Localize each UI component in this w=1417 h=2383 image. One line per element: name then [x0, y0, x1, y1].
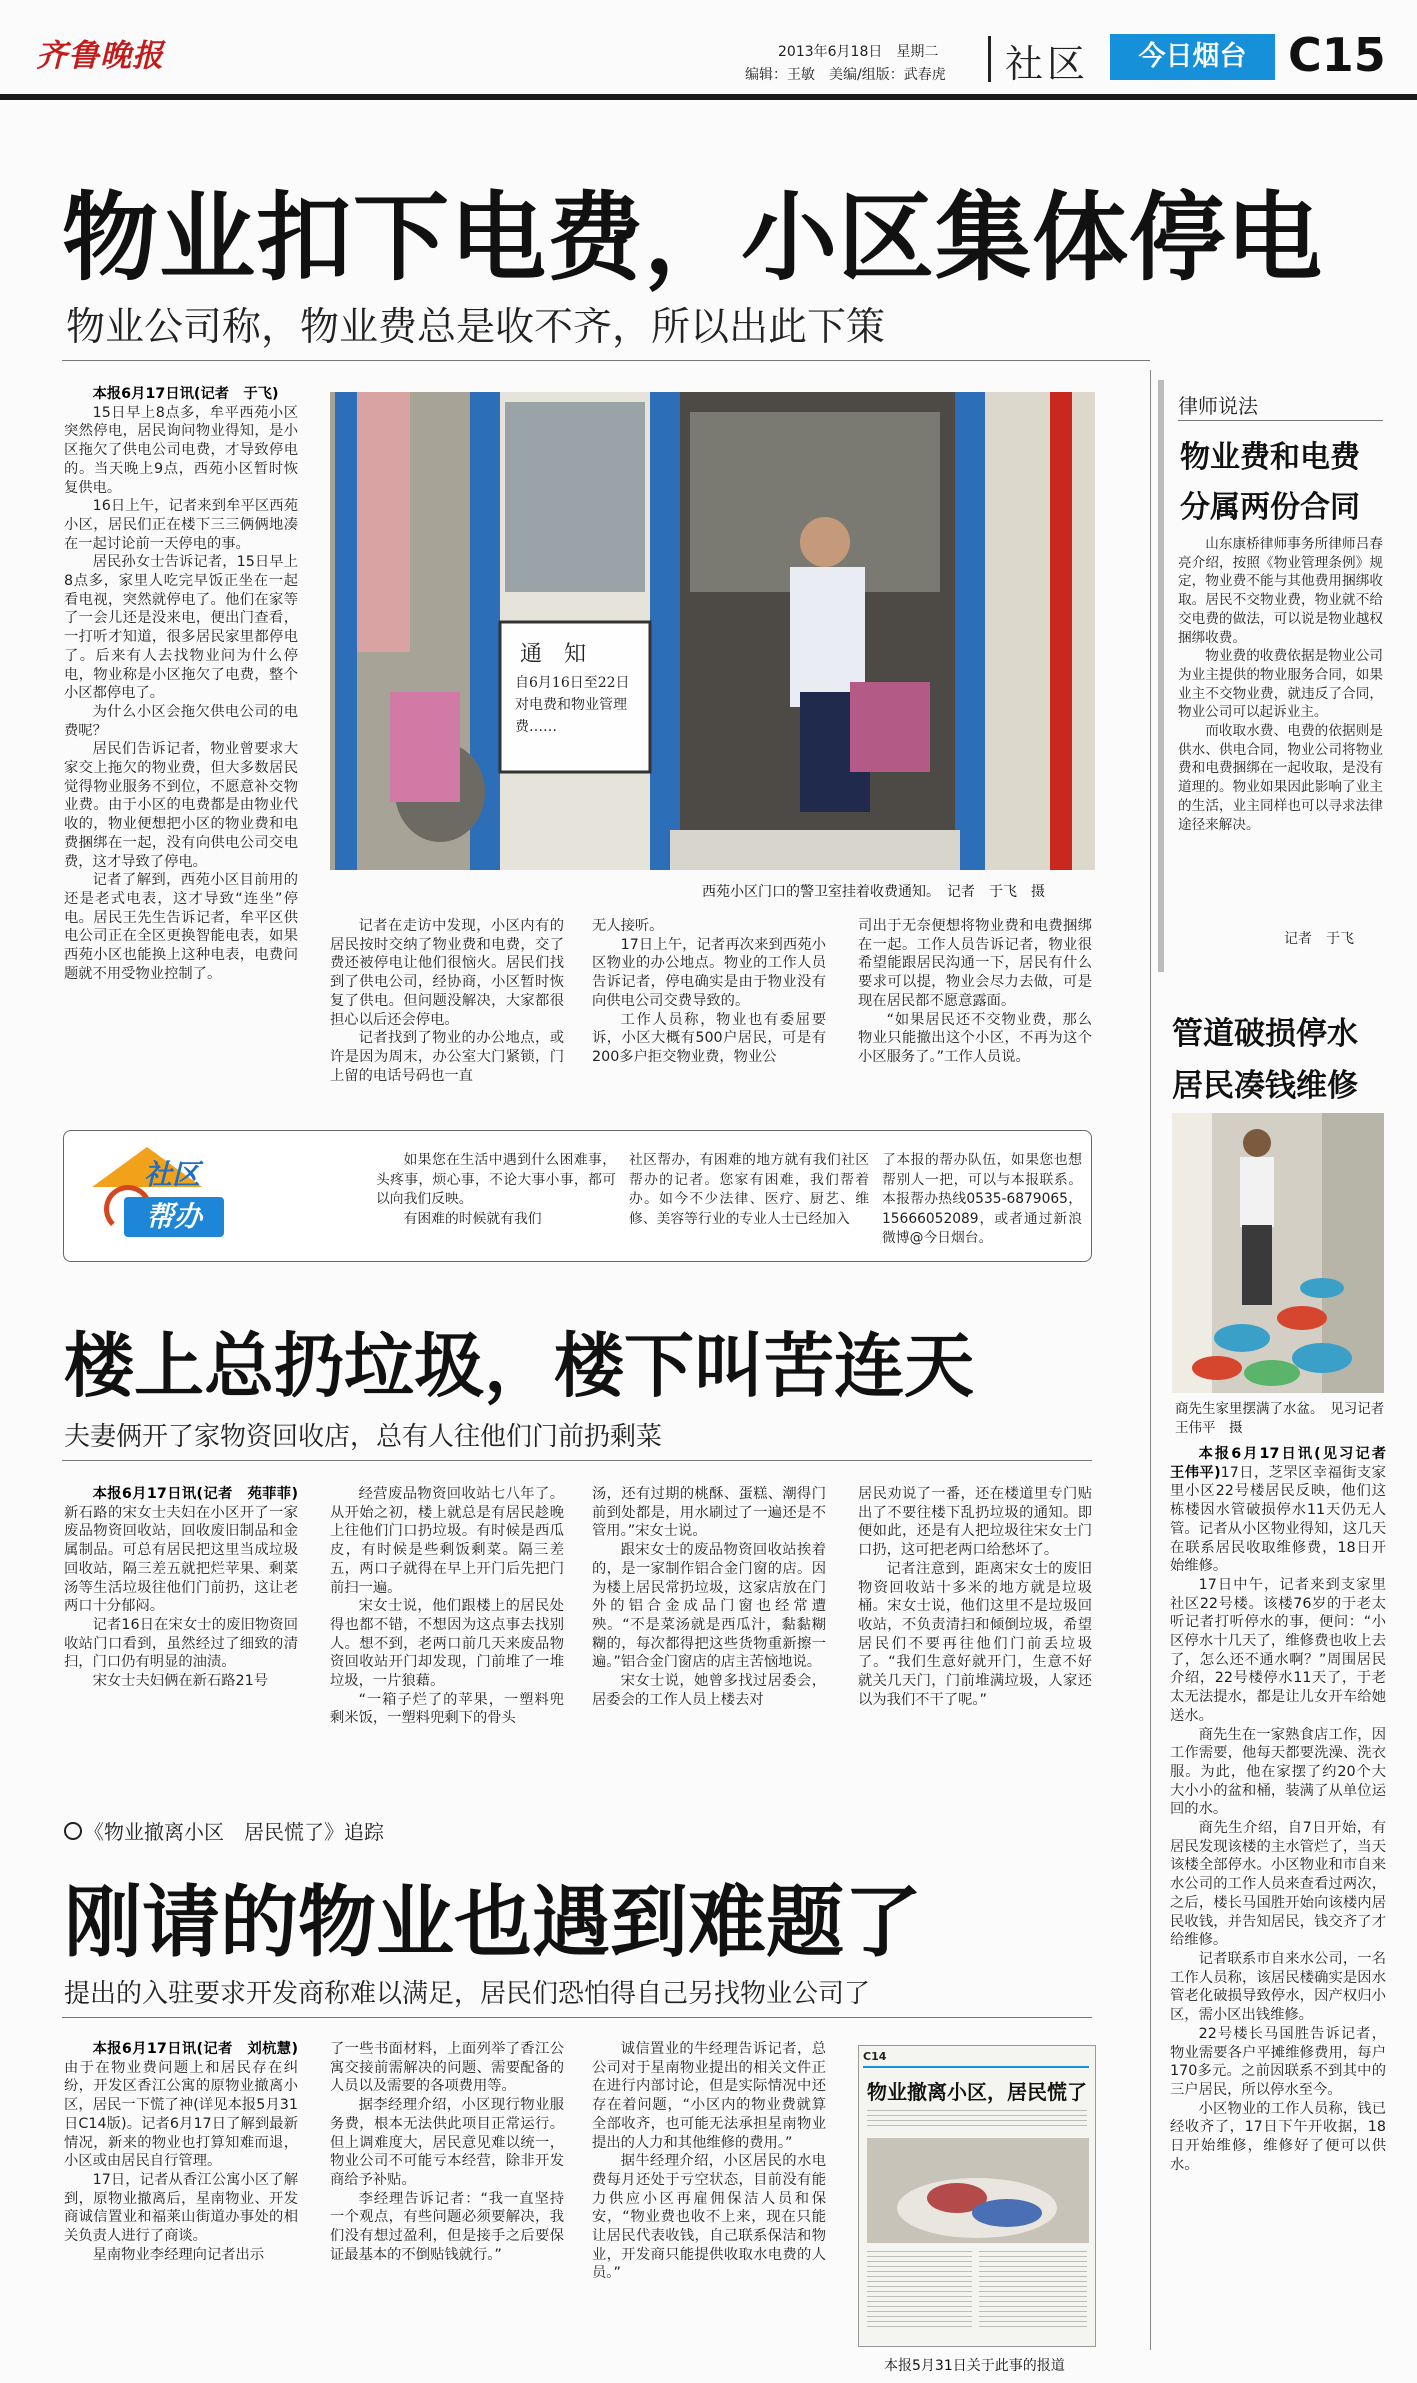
story2-paragraph: 宋女士说，他们跟楼上的居民处得也都不错，不想因为这点事去找别人。想不到，老两口前几天来废品物资回收站开门却发现，门前堆了一堆垃圾，一片狼藉。 — [330, 1598, 564, 1690]
story1-column-1 — [64, 385, 298, 984]
helper-paragraph: 如果您在生活中遇到什么困难事，头疼事，烦心事，不论大事小事，都可以向我们反映。 — [376, 1152, 616, 1207]
water-paragraph: 22号楼长马国胜告诉记者，物业需要各户平摊维修费用，每户170多元。之前因联系不到其中的三户居民，所以停水至今。 — [1170, 2025, 1386, 2098]
water-paragraph: 记者联系市自来水公司，一名工作人员称，该居民楼确实是因水管老化破损导致停水，因产权归小区，需小区出钱维修。 — [1170, 1950, 1386, 2024]
water-paragraph: 商先生在一家熟食店工作，因工作需要，他每天都要洗澡、洗衣服。为此，他在家摆了约20个大大小小的盆和桶，装满了从单位运回的水。 — [1170, 1726, 1386, 1818]
sidebar-rule — [1150, 370, 1151, 1360]
story2-subhead-rule — [62, 1460, 1092, 1461]
section-badge — [1110, 34, 1275, 80]
story3-paragraph: 了一些书面材料，上面列举了香江公寓交接前需解决的问题、需要配备的人员以及需要的各项费用等。 — [330, 2041, 564, 2095]
story1-paragraph: 无人接听。 — [592, 918, 664, 934]
helper-paragraph: 有困难的时候就有我们 — [403, 1210, 542, 1227]
story2-column-2 — [330, 1485, 564, 1728]
community-helper-box — [63, 1130, 1092, 1262]
water-title-line-1: 管道破损停水 — [1172, 1016, 1358, 1052]
clipping-top-rule — [863, 2066, 1089, 2068]
story1-paragraph: “如果居民还不交物业费，那么物业只能撤出这个小区，不再为这个小区服务了。”工作人员说。 — [858, 1011, 1092, 1065]
story3-paragraph: 由于在物业费问题上和居民存在纠纷，开发区香江公寓的原物业撤离小区，居民一下慌了神(详见本报5月31日C14版)。记者6月17日了解到最新情况，新来的物业也打算知难而退，小区或由居民自行管理。 — [64, 2059, 298, 2170]
water-basins-photo-illustration — [1172, 1113, 1384, 1393]
lawyer-body — [1178, 535, 1383, 834]
story3-subhead-rule — [62, 2017, 1092, 2018]
story2-paragraph: 记者16日在宋女士的废旧物资回收站门口看到，虽然经过了细致的清扫，门口仍有明显的油渍。 — [64, 1616, 298, 1671]
story1-paragraph: 16日上午，记者来到牟平区西苑小区，居民们正在楼下三三俩俩地凑在一起讨论前一天停电的事。 — [64, 498, 298, 552]
story1-paragraph: 15日早上8点多，牟平西苑小区突然停电，居民询问物业得知，是小区拖欠了供电公司电费，才导致停电的。当天晚上9点，西苑小区暂时恢复供电。 — [64, 404, 298, 496]
water-photo-caption: 商先生家里摆满了水盆。 见习记者 王伟平 摄 — [1175, 1401, 1398, 1436]
story2-column-4 — [858, 1485, 1092, 1709]
story3-kicker — [64, 1816, 384, 1845]
section-name: 社区 — [1005, 42, 1090, 86]
follow-up-icon — [64, 1822, 82, 1840]
story3-dateline: 本报6月17日讯(记者 刘杭慧) — [92, 2041, 298, 2057]
story2-paragraph: 经营废品物资回收站七八年了。从开始之初，楼上就总是有居民趁晚上往他们门口扔垃圾。有时候是西瓜皮，有时候是些剩饭剩菜。隔三差五，两口子就得在早上开门后先把门前扫一遍。 — [330, 1486, 564, 1596]
story1-paragraph: 司出于无奈便想将物业费和电费捆绑在一起。工作人员告诉记者，物业很希望能跟居民沟通一下，居民有什么要求可以提，物业会尽力去做，可是现在居民都不愿意露面。 — [858, 918, 1092, 1009]
clipping-text-lines-2 — [867, 2251, 972, 2331]
helper-title-bottom — [124, 1197, 224, 1237]
story1-paragraph: 居民们告诉记者，物业曾要求大家交上拖欠的物业费，但大多数居民觉得物业服务不到位，不愿意补交物业费。由于小区的电费都是由物业代收的，物业便想把小区的物业费和电费捆绑在一起，没有向供电公司交电费，这才导致了停电。 — [64, 741, 298, 870]
clipping-page-label: C14 — [863, 2050, 887, 2063]
story3-column-1 — [64, 2040, 298, 2264]
notice-body: 自6月16日至22日对电费和物业管理费…… — [515, 675, 630, 735]
water-title-line-2: 居民凑钱维修 — [1172, 1068, 1358, 1104]
story3-column-3 — [592, 2040, 826, 2283]
story1-column-2 — [330, 917, 564, 1085]
story3-paragraph: 据牛经理介绍，小区居民的水电费每月还处于亏空状态，目前没有能力供应小区再雇佣保洁人员和保安，“物业费也收不上来，现在只能让居民代表收钱，自己联系保洁和物业，开发商只能提供收取水电费的人员。” — [592, 2153, 826, 2282]
story2-dateline: 本报6月17日讯(记者 苑菲菲) — [92, 1486, 298, 1502]
story3-subhead: 提出的入驻要求开发商称难以满足，居民们恐怕得自己另找物业公司了 — [64, 1979, 871, 2009]
story2-paragraph: 居民劝说了一番，还在楼道里专门贴出了不要往楼下乱扔垃圾的通知。即便如此，还是有人把垃圾往宋女士门口扔，这可把老两口给愁坏了。 — [858, 1486, 1092, 1559]
story1-headline: 物业扣下电费，小区集体停电 — [62, 182, 1323, 294]
water-photo — [1172, 1113, 1384, 1393]
water-paragraph: 小区物业的工作人员称，钱已经收齐了，17日下午开收据，18日开始维修，维修好了便可以供水。 — [1170, 2100, 1386, 2173]
helper-title-bottom-text: 帮办 — [145, 1200, 202, 1233]
section-badge-label: 今日烟台 — [1138, 41, 1247, 72]
story2-headline: 楼上总扔垃圾，楼下叫苦连天 — [64, 1325, 974, 1407]
story1-dateline: 本报6月17日讯(记者 于飞) — [92, 386, 279, 402]
lawyer-paragraph: 山东康桥律师事务所律师吕春亮介绍，按照《物业管理条例》规定，物业费不能与其他费用捆绑收取。居民不交物业费，物业就不给交电费的做法，可以说是物业越权捆绑收费。 — [1178, 536, 1383, 646]
story1-photo-caption: 西苑小区门口的警卫室挂着收费通知。 记者 于飞 摄 — [702, 884, 1045, 900]
guardroom-photo-illustration — [330, 392, 1095, 870]
story2-paragraph: 汤，还有过期的桃酥、蛋糕、潮得门前到处都是，用水刷过了一遍还是不管用。”宋女士说。 — [592, 1486, 826, 1540]
masthead-divider — [988, 36, 991, 82]
masthead-rule — [0, 94, 1417, 100]
earlier-report-clipping — [858, 2045, 1096, 2347]
newspaper-logo: 齐鲁晚报 — [36, 38, 164, 74]
clipping-headline: 物业撤离小区，居民慌了 — [867, 2080, 1087, 2104]
story3-paragraph: 17日，记者从香江公寓小区了解到，原物业撤离后，星南物业、开发商诚信置业和福莱山街道办事处的相关负责人进行了商谈。 — [64, 2171, 298, 2245]
story2-subhead: 夫妻俩开了家物资回收店，总有人往他们门前扔剩菜 — [64, 1422, 663, 1452]
lawyer-paragraph: 物业费的收费依据是物业公司为业主提供的物业服务合同，如果业主不交物业费，就违反了合同，物业公司可以起诉业主。 — [1178, 648, 1383, 721]
story2-paragraph: 宋女士说，她曾多找过居委会，居委会的工作人员上楼去对 — [592, 1673, 826, 1708]
story3-paragraph: 诚信置业的牛经理告诉记者，总公司对于星南物业提出的相关文件正在进行内部讨论，但是实际情况中还存在着问题，“小区内的物业费就算全部收齐，也可能无法承担星南物业提出的人力和其他维修的费用。” — [592, 2041, 826, 2151]
helper-paragraph: 了本报的帮办队伍，如果您也想帮别人一把，可以与本报联系。本报帮办热线0535-6879065，15666052089，或者通过新浪微博@今日烟台。 — [882, 1152, 1082, 1246]
story3-kicker-text: 《物业撤离小区 居民慌了》追踪 — [84, 1820, 384, 1844]
helper-column-2 — [629, 1151, 869, 1229]
story1-paragraph: 记者找到了物业的办公地点，或许是因为周末，办公室大门紧锁，门上留的电话号码也一直 — [330, 1030, 564, 1084]
story3-paragraph: 据李经理介绍，小区现行物业服务费，根本无法供此项目正常运行。但上调难度大，居民意见难以统一，物业公司不可能亏本经营，除非开发商给予补贴。 — [330, 2097, 564, 2188]
helper-title-top: 社区 — [144, 1158, 201, 1191]
date-line: 2013年6月18日 星期二 — [778, 44, 939, 60]
story3-headline: 刚请的物业也遇到难题了 — [64, 1878, 923, 1968]
story1-paragraph: 居民孙女士告诉记者，15日早上8点多，家里人吃完早饭正坐在一起看电视，突然就停电了。他们在家等了一会儿还是没来电，便出门查看，一打听才知道，很多居民家里都停电了。后来有人去找物业问为什么停电，物业称是小区拖欠了电费，整个小区都停电了。 — [64, 554, 298, 702]
story2-paragraph: 新石路的宋女士夫妇在小区开了一家废品物资回收站，回收废旧制品和金属制品。可总有居民把这里当成垃圾回收站，隔三差五就把烂苹果、剩菜汤等生活垃圾往他们门前扔，这让老两口十分郁闷。 — [64, 1504, 298, 1615]
story3-paragraph: 星南物业李经理向记者出示 — [92, 2246, 265, 2263]
water-paragraph: 17日，芝罘区幸福街支家里小区22号楼居民反映，他们这栋楼因水管破损停水11天仍无人管。记者从小区物业得知，这几天在联系居民收取维修费，18日开始维修。 — [1170, 1464, 1386, 1575]
water-body — [1170, 1445, 1401, 2174]
clipping-caption: 本报5月31日关于此事的报道 — [884, 2358, 1065, 2374]
clipping-photo-illustration — [867, 2138, 1089, 2243]
page-number: C15 — [1288, 28, 1386, 82]
story2-paragraph: 跟宋女士的废品物资回收站挨着的，是一家制作铝合金门窗的店。因为楼上居民常扔垃圾，这家店放在门外的铝合金成品门窗也经常遭殃。“不是菜汤就是西瓜汁，黏黏糊糊的，每次都得把这些货物重新擦一遍。”铝合金门窗店的店主苦恼地说。 — [592, 1542, 826, 1671]
story1-paragraph: 记者在走访中发现，小区内有的居民按时交纳了物业费和电费，交了费还被停电让他们很恼火。居民们找到了供电公司，经协商，小区暂时恢复了供电。但问题没解决，大家都很担心以后还会停电。 — [330, 918, 564, 1028]
lawyer-kicker-rule — [1178, 420, 1383, 421]
story2-paragraph: 宋女士夫妇俩在新石路21号 — [92, 1673, 269, 1690]
helper-logo — [84, 1143, 234, 1249]
story2-paragraph: 记者注意到，距离宋女士的废旧物资回收站十多米的地方就是垃圾桶。宋女士说，他们这里不是垃圾回收站，不负责清扫和倾倒垃圾，希望居民们不要再往他们门前丢垃圾了。“我们生意好就开门，生意不好就关几天门，门前堆满垃圾，人家还以为我们不干了呢。” — [858, 1560, 1092, 1708]
story1-paragraph: 17日上午，记者再次来到西苑小区物业的办公地点。物业的工作人员告诉记者，停电确实是由于物业没有向供电公司交费导致的。 — [592, 936, 826, 1009]
story1-subhead-rule — [62, 360, 1150, 361]
helper-paragraph: 社区帮办，有困难的地方就有我们社区帮办的记者。您家有困难，我们帮着办。如今不少法律、医疗、厨艺、维修、美容等行业的专业人士已经加入 — [629, 1152, 869, 1227]
story3-paragraph: 李经理告诉记者：“我一直坚持一个观点，有些问题必须要解决，我们没有想过盈利，但是接手之后要保证最基本的不倒贴钱就行。” — [330, 2190, 564, 2263]
editors-line: 编辑：王敏 美编/组版：武春虎 — [745, 67, 946, 83]
story1-column-3 — [592, 917, 826, 1067]
story1-photo — [330, 392, 1095, 870]
story1-paragraph: 为什么小区会拖欠供电公司的电费呢？ — [64, 703, 298, 739]
lawyer-title-line-1: 物业费和电费 — [1180, 440, 1360, 475]
helper-column-1 — [376, 1151, 616, 1229]
clipping-text-lines-3 — [979, 2251, 1087, 2331]
story1-subhead: 物业公司称，物业费总是收不齐，所以出此下策 — [66, 305, 886, 350]
clipping-photo — [867, 2138, 1089, 2243]
helper-column-3 — [882, 1151, 1082, 1249]
story3-column-2 — [330, 2040, 564, 2264]
lawyer-title-line-2: 分属两份合同 — [1180, 490, 1360, 525]
lawyer-byline: 记者 于飞 — [1284, 931, 1354, 947]
notice-title: 通 知 — [520, 642, 587, 667]
water-paragraph: 17日中午，记者来到支家里社区22号楼。该楼76岁的于老太听记者打听停水的事，便问：“小区停水十几天了，维修费也收上去了，怎么还不通水啊？”周围居民介绍，22号楼停水11天了，于老太无法提水，都是让儿女开车给她送水。 — [1170, 1576, 1386, 1724]
story2-column-1 — [64, 1485, 298, 1691]
clipping-text-lines — [867, 2110, 1087, 2130]
lawyer-kicker: 律师说法 — [1178, 394, 1258, 418]
story2-paragraph: “一箱子烂了的苹果，一塑料兜剩米饭，一塑料兜剩下的骨头 — [330, 1691, 564, 1727]
story1-paragraph: 工作人员称，物业也有委屈要诉，小区大概有500户居民，可是有200多户拒交物业费，物业公 — [592, 1011, 826, 1065]
right-sidebar-rule — [1150, 1360, 1151, 2350]
story1-column-4 — [858, 917, 1092, 1067]
lawyer-paragraph: 而收取水费、电费的依据则是供水、供电合同，物业公司将物业费和电费捆绑在一起收取，是没有道理的。物业如果因此影响了业主的生活，业主同样也可以寻求法律途径来解决。 — [1178, 723, 1383, 833]
water-dateline: 本报6月17日讯(见习记者 王伟平) — [1170, 1446, 1401, 1481]
story1-paragraph: 记者了解到，西苑小区目前用的还是老式电表，这才导致“连坐”停电。居民王先生告诉记者，牟平区供电公司正在全区更换智能电表，如果西苑小区也能换上这种电表，电费问题就不用受物业控制了。 — [64, 872, 298, 982]
story2-column-3 — [592, 1485, 826, 1709]
water-paragraph: 商先生介绍，自7日开始，有居民发现该楼的主水管烂了，当天该楼全部停水。小区物业和市自来水公司的工作人员来查看过两次，之后，楼长马国胜开始向该楼内居民收钱，并告知居民，钱交齐了才给维修。 — [1170, 1820, 1386, 1949]
lawyer-box — [1158, 380, 1389, 972]
